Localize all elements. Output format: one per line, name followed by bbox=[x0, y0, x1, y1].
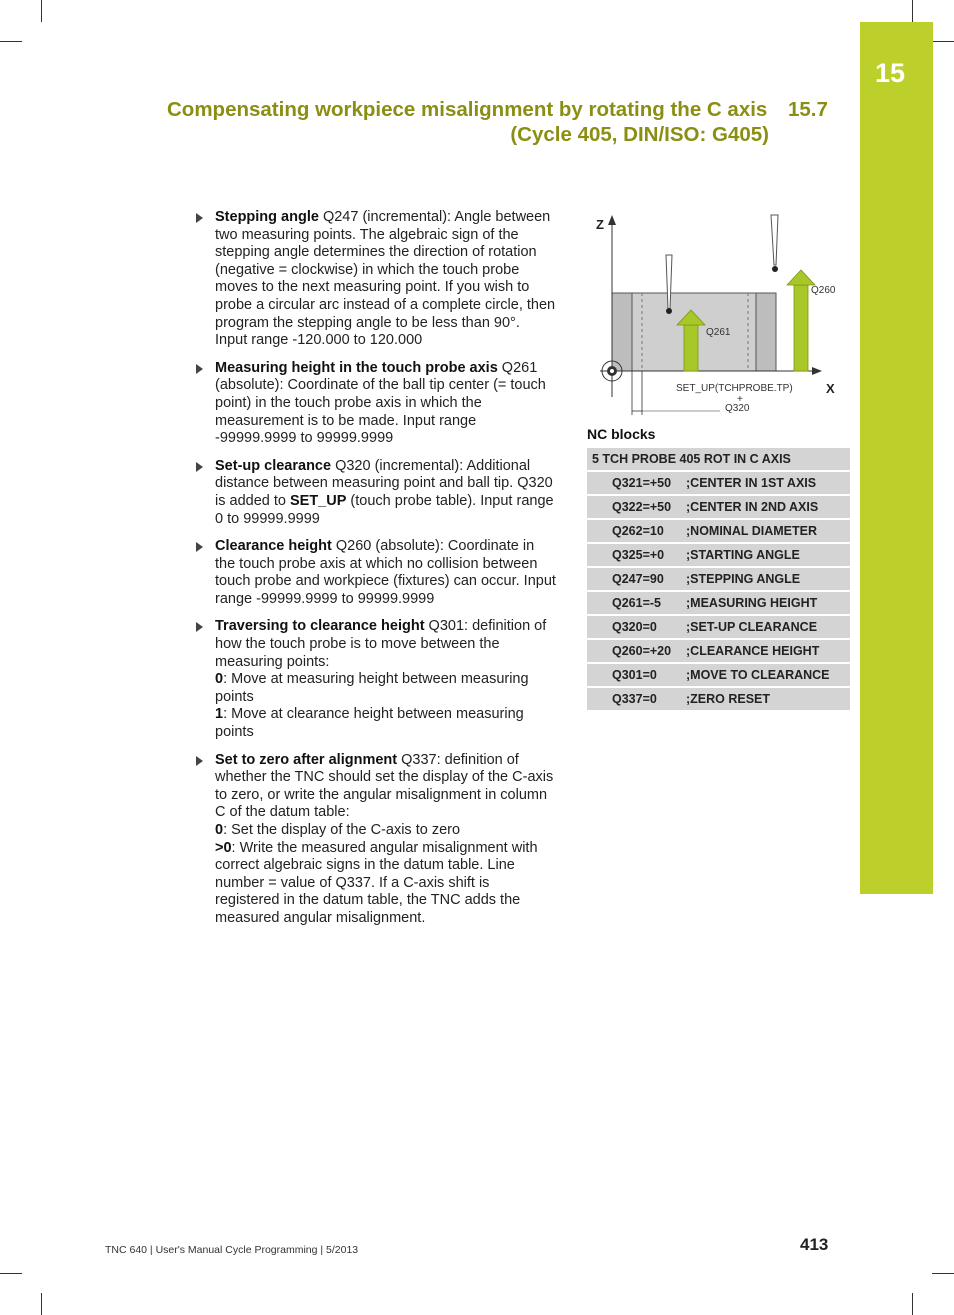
nc-comment: ;SET-UP CLEARANCE bbox=[686, 616, 850, 640]
workpiece-edge bbox=[756, 293, 776, 371]
table-row bbox=[587, 520, 850, 544]
table-row bbox=[587, 568, 850, 592]
nc-param: Q325=+0 bbox=[587, 544, 686, 568]
bullet-arrow-icon bbox=[196, 462, 203, 472]
probe-diagram bbox=[586, 205, 850, 423]
bullet-arrow-icon bbox=[196, 213, 203, 223]
option-text: : Move at clearance height between measuring points bbox=[215, 706, 524, 741]
param-description: Q247 (incremental): Angle between two measuring points. The algebraic sign of the stepping angle determines the direction of rotation (negative = clockwise) in which the touch probe moves to the next measuring point. If you wish to probe a circular arc instead of a complete circle, then program the stepping angle to be less than 90°. Input range -120.000 to 120.000 bbox=[215, 209, 556, 349]
nc-comment: ;MEASURING HEIGHT bbox=[686, 592, 850, 616]
table-row bbox=[587, 688, 850, 712]
crop-mark bbox=[912, 0, 913, 22]
crop-mark bbox=[41, 1293, 42, 1315]
crop-mark bbox=[932, 1273, 954, 1274]
nc-comment: ;STEPPING ANGLE bbox=[686, 568, 850, 592]
param-description: (touch probe table). Input range 0 to 99999.9999 bbox=[215, 492, 554, 527]
workpiece-edge bbox=[612, 293, 632, 371]
nc-comment: ;NOMINAL DIAMETER bbox=[686, 520, 850, 544]
param-description: Q301: definition of how the touch probe is to move between the measuring points: bbox=[215, 618, 547, 670]
x-axis-label: X bbox=[826, 381, 835, 396]
param-name: Set-up clearance bbox=[215, 457, 332, 474]
x-axis-arrow-icon bbox=[812, 367, 822, 375]
heading-line-2: (Cycle 405, DIN/ISO: G405) bbox=[510, 123, 769, 146]
table-row bbox=[587, 592, 850, 616]
q260-arrow bbox=[794, 285, 808, 371]
param-name: Clearance height bbox=[215, 538, 332, 555]
crop-mark bbox=[41, 0, 42, 22]
table-row bbox=[587, 664, 850, 688]
parameter-list bbox=[194, 209, 556, 938]
table-row bbox=[587, 640, 850, 664]
nc-comment: ;MOVE TO CLEARANCE bbox=[686, 664, 850, 688]
param-clearance-height bbox=[194, 538, 556, 608]
param-stepping-angle bbox=[194, 209, 556, 350]
param-description: Q260 (absolute): Coordinate in the touch probe axis at which no collision between touch probe and workpiece (fixtures) can occur. Input range -99999.9999 to 99999.9999 bbox=[215, 538, 556, 607]
option-key: 1 bbox=[215, 706, 224, 723]
nc-param: Q260=+20 bbox=[587, 640, 686, 664]
bullet-arrow-icon bbox=[196, 622, 203, 632]
table-row bbox=[587, 544, 850, 568]
option-text: : Set the display of the C-axis to zero bbox=[223, 822, 461, 838]
nc-param: Q337=0 bbox=[587, 688, 686, 712]
heading-line-1: Compensating workpiece misalignment by rotating the C axis bbox=[167, 98, 768, 121]
q260-label: Q260 bbox=[811, 285, 836, 296]
nc-comment: ;CENTER IN 1ST AXIS bbox=[686, 472, 850, 496]
crop-mark bbox=[932, 41, 954, 42]
nc-param: Q261=-5 bbox=[587, 592, 686, 616]
table-row bbox=[587, 448, 850, 472]
nc-param: Q321=+50 bbox=[587, 472, 686, 496]
nc-param: Q247=90 bbox=[587, 568, 686, 592]
nc-param: Q262=10 bbox=[587, 520, 686, 544]
param-setup-clearance bbox=[194, 458, 556, 528]
table-row bbox=[587, 472, 850, 496]
nc-header: 5 TCH PROBE 405 ROT IN C AXIS bbox=[587, 448, 850, 472]
chapter-tab bbox=[860, 22, 933, 894]
nc-param: Q322=+50 bbox=[587, 496, 686, 520]
z-axis-label: Z bbox=[596, 217, 604, 232]
table-row bbox=[587, 616, 850, 640]
param-measuring-height bbox=[194, 360, 556, 448]
crop-mark bbox=[0, 41, 22, 42]
probe-ball-tip bbox=[666, 308, 672, 314]
bullet-arrow-icon bbox=[196, 364, 203, 374]
option-text: : Move at measuring height between measuring points bbox=[215, 671, 529, 705]
param-description: Q337: definition of whether the TNC should set the display of the C-axis to zero, or write the angular misalignment in column C of the datum table: bbox=[215, 751, 554, 821]
crop-mark bbox=[912, 1293, 913, 1315]
option-key: 0 bbox=[215, 671, 224, 688]
footer-text: TNC 640 | User's Manual Cycle Programming | 5/2013 bbox=[105, 1244, 359, 1256]
page-number: 413 bbox=[800, 1235, 829, 1254]
nc-comment: ;STARTING ANGLE bbox=[686, 544, 850, 568]
param-name: Set to zero after alignment bbox=[215, 751, 398, 768]
nc-comment: ;CLEARANCE HEIGHT bbox=[686, 640, 850, 664]
option-text: : Write the measured angular misalignment with correct algebraic signs in the datum table. Line number = value of Q337. If a C-axis shift is registered in the datum table, the TNC adds the measured angular misalignment. bbox=[215, 839, 538, 926]
param-set-to-zero bbox=[194, 752, 556, 928]
nc-blocks-table bbox=[587, 448, 850, 712]
chapter-number: 15 bbox=[874, 58, 906, 88]
param-name: Measuring height in the touch probe axis bbox=[215, 359, 498, 376]
nc-param: Q320=0 bbox=[587, 616, 686, 640]
probe-ball-tip bbox=[772, 266, 778, 272]
param-name: Stepping angle bbox=[215, 209, 319, 225]
nc-param: Q301=0 bbox=[587, 664, 686, 688]
q260-arrow-head bbox=[787, 270, 815, 285]
nc-blocks-title: NC blocks bbox=[587, 426, 656, 442]
bullet-arrow-icon bbox=[196, 542, 203, 552]
param-description: Q320 (incremental): Additional distance between measuring point and ball tip. Q320 is added to bbox=[215, 457, 553, 509]
param-name: Traversing to clearance height bbox=[215, 618, 425, 635]
option-key: 0 bbox=[215, 822, 224, 838]
option-key: >0 bbox=[215, 839, 232, 856]
q261-label: Q261 bbox=[706, 327, 731, 338]
plus-label: + bbox=[737, 394, 743, 405]
param-keyword: SET_UP bbox=[289, 492, 347, 509]
nc-comment: ;ZERO RESET bbox=[686, 688, 850, 712]
crop-mark bbox=[0, 1273, 22, 1274]
bullet-arrow-icon bbox=[196, 756, 203, 766]
datum-center bbox=[610, 369, 614, 373]
nc-comment: ;CENTER IN 2ND AXIS bbox=[686, 496, 850, 520]
param-description: Q261 (absolute): Coordinate of the ball tip center (= touch point) in the touch probe axis in which the measurement is to be made. Input range -99999.9999 to 99999.9999 bbox=[215, 359, 546, 447]
setup-label: SET_UP(TCHPROBE.TP) bbox=[676, 383, 793, 394]
table-row bbox=[587, 496, 850, 520]
q320-label: Q320 bbox=[725, 403, 750, 414]
z-axis-arrow-icon bbox=[608, 215, 616, 225]
section-number: 15.7 bbox=[788, 98, 828, 121]
param-traversing bbox=[194, 618, 556, 741]
q261-arrow bbox=[684, 325, 698, 371]
touch-probe-stylus bbox=[771, 215, 778, 265]
